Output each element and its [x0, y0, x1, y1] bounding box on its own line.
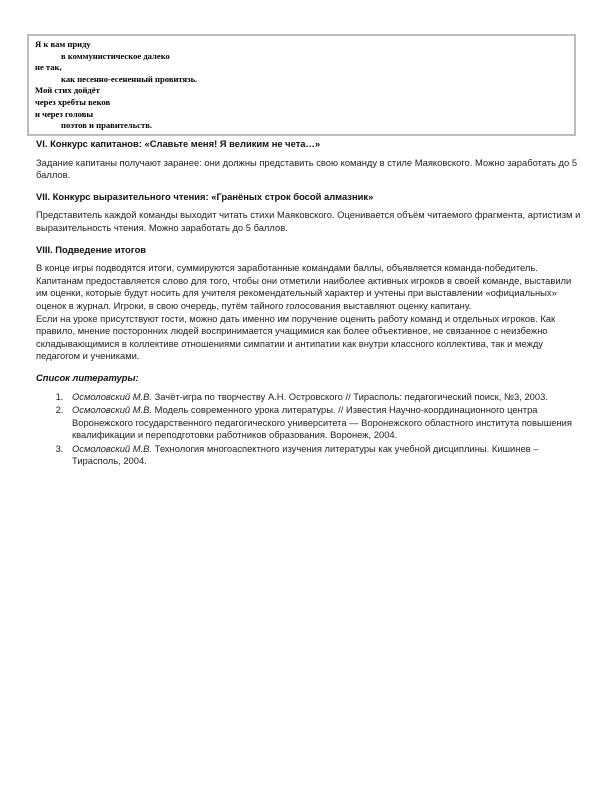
reference-item [66, 391, 581, 404]
section-text-6: Задание капитаны получают заранее: они должны представить свою команду в стиле Маяковского. Можно заработать до 5 баллов. [36, 156, 578, 181]
poem-line: Я к вам приду [35, 39, 91, 49]
poem-line: как песенно-есененный провитязь. [61, 73, 198, 84]
section-heading-6: VI. Конкурс капитанов: «Славьте меня! Я великим не чета…» [36, 138, 321, 149]
poem-line: не так, [35, 62, 62, 73]
reference-item [66, 443, 581, 468]
reference-text: Зачёт-игра по творчеству А.Н. Островского // Тирасполь: педагогический поиск, №3, 2003. [152, 390, 548, 402]
section-heading-8: VIII. Подведение итогов [36, 243, 147, 255]
main-content [36, 138, 581, 469]
poem-line: Мой стих дойдёт [35, 85, 100, 96]
section-text-8-para1: В конце игры подводятся итоги, суммируются заработанные командами баллы, объявляется команда-победитель. Капитанам предоставляется слово для того, чтобы они отметили наиболее активных игроков в своей команде, выставили им оценки, которые будут носить для учителя рекомендательный характер и учтены при выставлении «официальных» оценок в журнал. Игроки, в свою очередь, путём тайного голосования выставляют оценку капитану. [36, 262, 572, 311]
references-title: Список литературы: [36, 371, 139, 383]
reference-author: Осмоловский М.В. [72, 390, 153, 402]
poem-line: через хребты веков [35, 96, 111, 107]
poem-line: поэтов и правительств. [61, 120, 152, 131]
section-text-7: Представитель каждой команды выходит читать стихи Маяковского. Оценивается объём читаемого фрагмента, артистизм и выразительность чтения. Можно заработать до 5 баллов. [36, 209, 581, 233]
poem-box [27, 34, 576, 136]
reference-author: Осмоловский М.В. [72, 442, 153, 454]
reference-text: Модель современного урока литературы. // Известия Научно-координационного центра Воронежского государственного педагогического университета — Воронежского областного института повышения квалификации и переподготовки работников образования. Воронеж, 2004. [72, 404, 572, 441]
poem-line: в коммунистическое далеко [61, 50, 170, 61]
reference-author: Осмоловский М.В. [72, 404, 153, 416]
section-text-8-para2: Если на уроке присутствуют гости, можно дать именно им поручение оценить работу команд и отдельных игроков. Как правило, мнение посторонних людей воспринимается учащимися как более объективное, не связанное с неизбежно складывающимися в коллективе отношениями симпатии и антипатии как внутри классного коллектива, так и между педагогом и учениками. [36, 312, 556, 362]
poem-line: и через головы [35, 108, 94, 119]
reference-item [66, 404, 581, 442]
reference-text: Технология многоаспектного изучения литературы как учебной дисциплины. Кишинев – Тирасполь, 2004. [72, 442, 539, 467]
section-heading-7: VII. Конкурс выразительного чтения: «Гранёных строк босой алмазник» [36, 190, 374, 202]
references-list [36, 391, 581, 469]
